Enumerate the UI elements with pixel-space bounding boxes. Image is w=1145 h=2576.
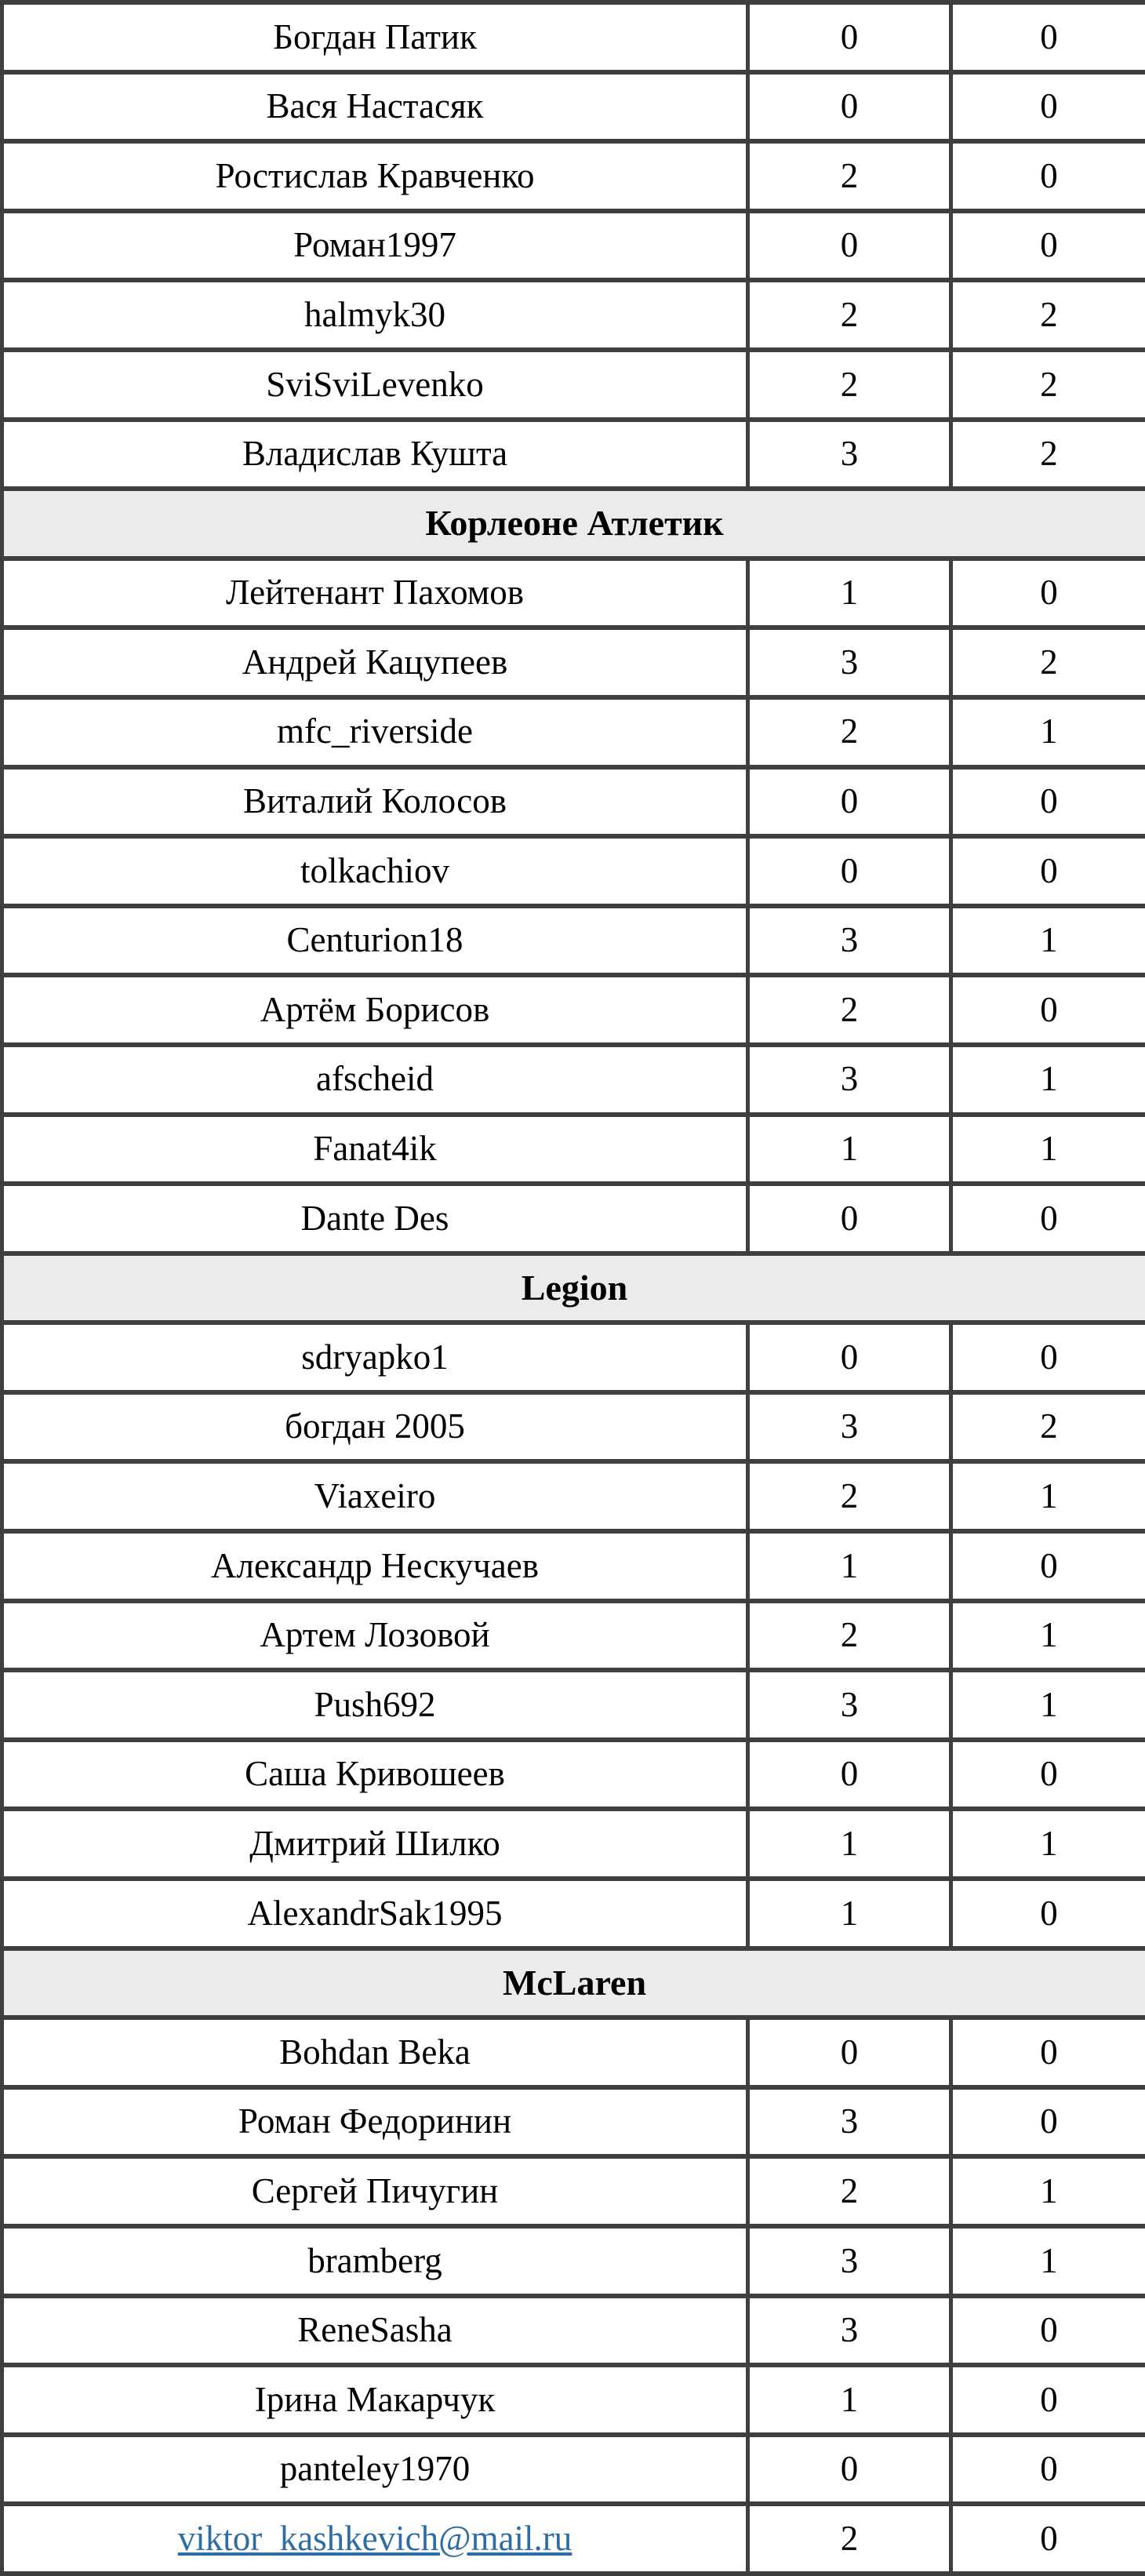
player-name-cell: Дмитрий Шилко (2, 1809, 748, 1879)
score-cell-1: 1 (748, 1115, 951, 1184)
score-cell-1: 1 (748, 1809, 951, 1879)
player-row (2, 2504, 1145, 2574)
score-cell-1: 2 (748, 2156, 951, 2226)
score-cell-1: 0 (748, 2, 951, 72)
player-row (2, 1670, 1145, 1740)
player-name-cell: Push692 (2, 1670, 748, 1740)
score-cell-2: 0 (951, 2365, 1145, 2435)
player-row (2, 1392, 1145, 1462)
player-row (2, 1045, 1145, 1115)
player-name-cell: Viaxeiro (2, 1461, 748, 1531)
score-cell-2: 1 (951, 906, 1145, 976)
team-header-row (2, 1948, 1145, 2018)
player-name-cell: богдан 2005 (2, 1392, 748, 1462)
score-cell-2: 0 (951, 975, 1145, 1045)
score-cell-1: 1 (748, 1879, 951, 1948)
email-link[interactable]: viktor_kashkevich@mail.ru (178, 2519, 572, 2558)
player-name-cell: Артем Лозовой (2, 1601, 748, 1671)
score-cell-1: 2 (748, 697, 951, 767)
player-row (2, 141, 1145, 211)
score-cell-1: 0 (748, 72, 951, 142)
player-name-cell[interactable] (2, 2504, 748, 2574)
player-name-cell: Владислав Кушта (2, 420, 748, 489)
player-row (2, 1601, 1145, 1671)
score-cell-2: 1 (951, 1601, 1145, 1671)
score-cell-2: 0 (951, 1879, 1145, 1948)
score-cell-1: 2 (748, 1461, 951, 1531)
score-cell-1: 1 (748, 1531, 951, 1601)
score-cell-2: 0 (951, 2, 1145, 72)
score-cell-2: 2 (951, 420, 1145, 489)
score-cell-2: 1 (951, 2156, 1145, 2226)
team-name: Legion (2, 1253, 1145, 1323)
player-row (2, 1323, 1145, 1392)
score-cell-2: 0 (951, 211, 1145, 281)
player-name-cell: Dante Des (2, 1184, 748, 1253)
score-cell-1: 3 (748, 1045, 951, 1115)
score-cell-2: 0 (951, 141, 1145, 211)
player-row (2, 1740, 1145, 1810)
score-cell-2: 0 (951, 2435, 1145, 2505)
player-row (2, 211, 1145, 281)
score-cell-1: 0 (748, 1184, 951, 1253)
score-cell-2: 2 (951, 1392, 1145, 1462)
player-name-cell: afscheid (2, 1045, 748, 1115)
score-cell-2: 0 (951, 558, 1145, 628)
player-row (2, 2087, 1145, 2157)
player-row (2, 767, 1145, 837)
score-cell-2: 2 (951, 628, 1145, 697)
score-cell-1: 0 (748, 1323, 951, 1392)
score-cell-1: 3 (748, 2296, 951, 2366)
team-header-row (2, 1253, 1145, 1323)
score-cell-1: 3 (748, 628, 951, 697)
team-name: Корлеоне Атлетик (2, 489, 1145, 558)
player-name-cell: Саша Кривошеев (2, 1740, 748, 1810)
score-cell-1: 3 (748, 2226, 951, 2296)
score-cell-2: 1 (951, 2226, 1145, 2296)
score-cell-1: 0 (748, 1740, 951, 1810)
score-cell-2: 1 (951, 1045, 1145, 1115)
score-cell-1: 3 (748, 420, 951, 489)
player-name-cell: tolkachiov (2, 836, 748, 906)
score-cell-2: 1 (951, 697, 1145, 767)
player-name-cell: bramberg (2, 2226, 748, 2296)
player-row (2, 558, 1145, 628)
player-row (2, 1531, 1145, 1601)
player-row (2, 420, 1145, 489)
player-row (2, 2435, 1145, 2505)
score-cell-2: 0 (951, 767, 1145, 837)
score-cell-2: 0 (951, 1740, 1145, 1810)
score-cell-2: 1 (951, 1809, 1145, 1879)
score-cell-2: 0 (951, 2296, 1145, 2366)
player-name-cell: SviSviLevenko (2, 350, 748, 420)
score-cell-1: 2 (748, 350, 951, 420)
score-cell-1: 1 (748, 558, 951, 628)
player-name-cell: Виталий Колосов (2, 767, 748, 837)
score-cell-1: 0 (748, 2435, 951, 2505)
player-name-cell: Лейтенант Пахомов (2, 558, 748, 628)
score-cell-2: 1 (951, 1115, 1145, 1184)
player-name-cell: Вася Настасяк (2, 72, 748, 142)
player-name-cell: Роман Федоринин (2, 2087, 748, 2157)
player-name-cell: Богдан Патик (2, 2, 748, 72)
player-name-cell: mfc_riverside (2, 697, 748, 767)
player-name-cell: halmyk30 (2, 280, 748, 350)
player-name-cell: Андрей Кацупеев (2, 628, 748, 697)
player-name-cell: AlexandrSak1995 (2, 1879, 748, 1948)
player-row (2, 906, 1145, 976)
score-cell-1: 3 (748, 906, 951, 976)
score-cell-1: 3 (748, 1670, 951, 1740)
score-cell-1: 0 (748, 211, 951, 281)
score-cell-2: 0 (951, 1323, 1145, 1392)
player-row (2, 2296, 1145, 2366)
score-cell-2: 1 (951, 1461, 1145, 1531)
score-cell-1: 2 (748, 2504, 951, 2574)
score-cell-2: 2 (951, 280, 1145, 350)
score-cell-2: 0 (951, 1184, 1145, 1253)
player-row (2, 2226, 1145, 2296)
score-cell-2: 0 (951, 2018, 1145, 2087)
player-row (2, 1879, 1145, 1948)
score-cell-1: 2 (748, 280, 951, 350)
player-name-cell: Роман1997 (2, 211, 748, 281)
player-row (2, 280, 1145, 350)
player-row (2, 350, 1145, 420)
player-name-cell: Bohdan Beka (2, 2018, 748, 2087)
team-header-row (2, 489, 1145, 558)
score-cell-2: 0 (951, 2504, 1145, 2574)
score-cell-2: 0 (951, 1531, 1145, 1601)
player-row (2, 628, 1145, 697)
player-row (2, 836, 1145, 906)
player-row (2, 1184, 1145, 1253)
score-cell-1: 3 (748, 2087, 951, 2157)
player-row (2, 697, 1145, 767)
score-cell-1: 1 (748, 2365, 951, 2435)
player-name-cell: Артём Борисов (2, 975, 748, 1045)
score-cell-2: 2 (951, 350, 1145, 420)
score-cell-2: 0 (951, 2087, 1145, 2157)
players-table-body (2, 2, 1145, 2574)
player-name-cell: Сергей Пичугин (2, 2156, 748, 2226)
score-cell-2: 0 (951, 72, 1145, 142)
player-row (2, 2365, 1145, 2435)
score-cell-1: 0 (748, 767, 951, 837)
player-name-cell: Fanat4ik (2, 1115, 748, 1184)
player-row (2, 72, 1145, 142)
player-name-cell: Александр Нескучаев (2, 1531, 748, 1601)
score-cell-1: 0 (748, 836, 951, 906)
player-name-cell: sdryapko1 (2, 1323, 748, 1392)
team-name: McLaren (2, 1948, 1145, 2018)
score-cell-2: 0 (951, 836, 1145, 906)
score-cell-1: 3 (748, 1392, 951, 1462)
player-row (2, 1115, 1145, 1184)
player-name-cell: Ростислав Кравченко (2, 141, 748, 211)
player-name-cell: ReneSasha (2, 2296, 748, 2366)
player-name-cell: Centurion18 (2, 906, 748, 976)
score-cell-1: 2 (748, 1601, 951, 1671)
player-row (2, 2, 1145, 72)
player-name-cell: Ірина Макарчук (2, 2365, 748, 2435)
player-row (2, 2156, 1145, 2226)
score-cell-1: 0 (748, 2018, 951, 2087)
player-row (2, 1809, 1145, 1879)
score-cell-1: 2 (748, 975, 951, 1045)
player-row (2, 1461, 1145, 1531)
player-row (2, 975, 1145, 1045)
player-name-cell: panteley1970 (2, 2435, 748, 2505)
score-cell-1: 2 (748, 141, 951, 211)
score-cell-2: 1 (951, 1670, 1145, 1740)
player-row (2, 2018, 1145, 2087)
